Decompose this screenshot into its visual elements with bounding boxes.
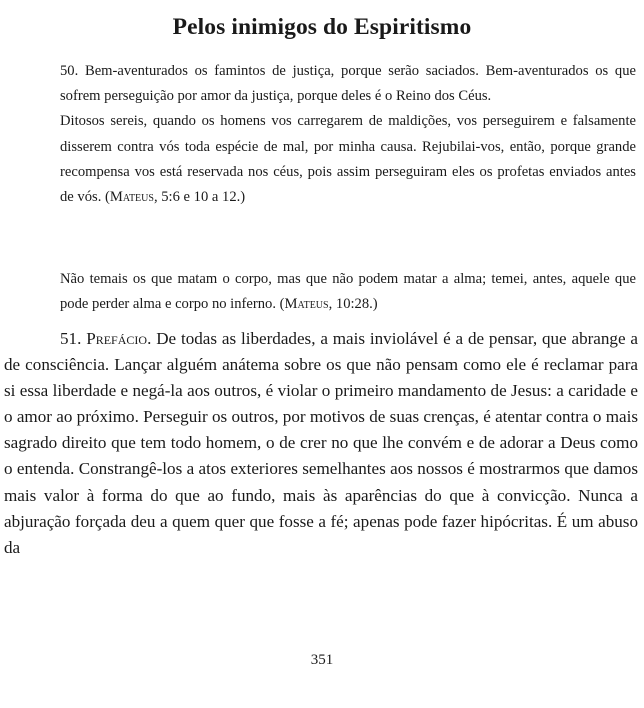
- section-text: . De todas as liberdades, a mais inviolável é a de pensar, que abrange a de consciência. Lançar alguém anátema sobre os que não pensam como ele é reclamar para si essa liberdade e negá-la aos outros, é violar o primeiro mandamento de Jesus: a caridade e o amor ao próximo. Perseguir os outros, por motivos de suas crenças, é atentar contra o mais sagrado direito que tem todo homem, o de crer no que lhe convém e de adorar a Deus como o entenda. Constrangê-los a atos exteriores semelhantes aos nossos é mostrarmos que damos mais valor à forma do que ao fundo, mais às aparências do que à convicção. Nunca a abjuração forçada deu a quem quer que fosse a fé; apenas pode fazer hipócritas. É um abuso da: [4, 329, 638, 557]
- quote-text: Não temais os que matam o corpo, mas que não podem matar a alma; temei, antes, aquele que pode perder alma e corpo no inferno. (: [60, 271, 636, 313]
- reference-book: Mateus: [109, 189, 154, 206]
- reference-book: Mateus: [284, 296, 329, 313]
- section-paragraph: [4, 326, 638, 561]
- section-heading: Prefácio: [86, 329, 148, 348]
- quote-text: Ditosos sereis, quando os homens vos carregarem de maldições, vos perseguirem e falsamente disserem contra vós toda espécie de mal, por minha causa. Rejubilai-vos, então, porque grande recompensa vos está reservada nos céus, pois assim perseguiram eles os profetas enviados antes de vós. (: [60, 113, 636, 206]
- reference-verse: , 10:28.): [328, 296, 378, 313]
- quote-paragraph-2: [60, 109, 636, 210]
- page-number: 351: [310, 652, 334, 668]
- section-number: 51.: [60, 329, 87, 348]
- quote-paragraph-3: [60, 267, 636, 317]
- page-title: Pelos inimigos do Espiritismo: [172, 14, 472, 40]
- quote-paragraph-1: 50. Bem-aventurados os famintos de justiça, porque serão saciados. Bem-aventurados os que sofrem perseguição por amor da justiça, porque deles é o Reino dos Céus.: [60, 63, 636, 105]
- section-body: [4, 326, 638, 561]
- reference-verse: , 5:6 e 10 a 12.): [153, 189, 246, 206]
- scripture-quote-2: [60, 267, 636, 317]
- scripture-quote-1: [60, 59, 636, 210]
